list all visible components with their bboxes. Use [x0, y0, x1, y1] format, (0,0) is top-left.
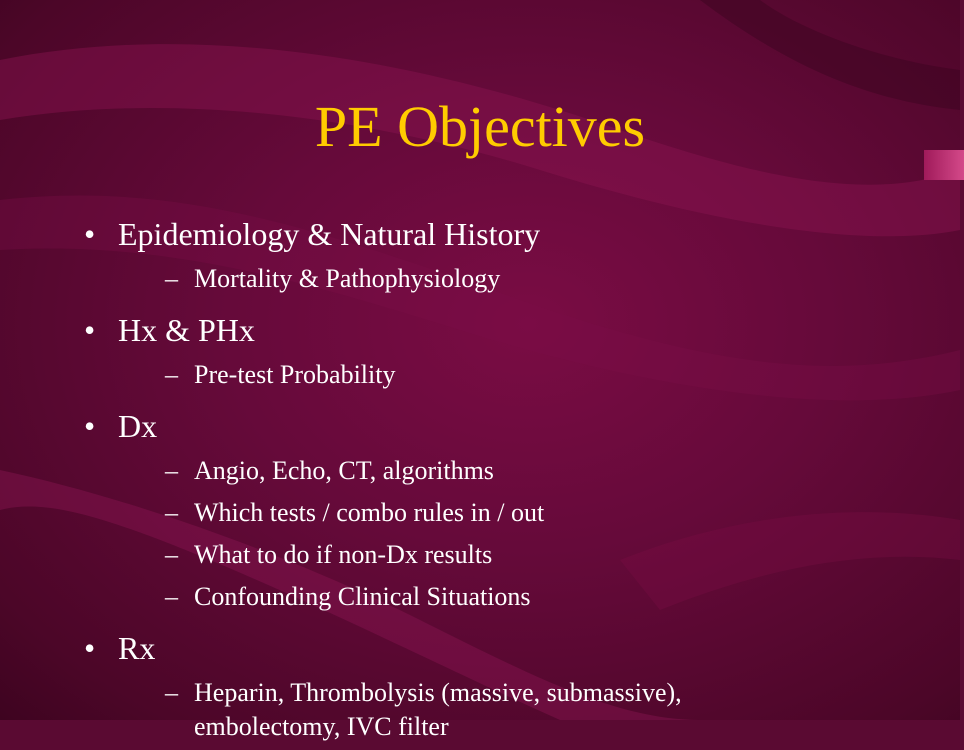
sub-text: What to do if non-Dx results — [194, 540, 493, 569]
sub-text: Heparin, Thrombolysis (massive, submassive), embolectomy, IVC filter — [194, 678, 682, 741]
bullet-text: Dx — [118, 408, 158, 444]
sub-item — [118, 450, 904, 492]
bullet-list — [84, 210, 904, 750]
sub-text: Pre-test Probability — [194, 360, 396, 389]
sub-item — [118, 258, 904, 300]
bullet-marker: • — [84, 216, 96, 252]
bullet-item — [84, 210, 904, 300]
sub-list — [118, 354, 904, 396]
sub-item — [118, 354, 904, 396]
sub-item — [118, 492, 904, 534]
sub-marker: – — [165, 498, 178, 527]
sub-text: Which tests / combo rules in / out — [194, 498, 545, 527]
sub-list — [118, 450, 904, 618]
sub-marker: – — [165, 678, 178, 707]
sub-item — [118, 672, 904, 744]
bullet-marker: • — [84, 630, 96, 666]
bullet-item — [84, 624, 904, 744]
sub-text: Mortality & Pathophysiology — [194, 264, 501, 293]
bullet-text: Rx — [118, 630, 156, 666]
sub-item — [118, 576, 904, 618]
sub-marker: – — [165, 360, 178, 389]
bullet-text: Hx & PHx — [118, 312, 255, 348]
bullet-marker: • — [84, 408, 96, 444]
sub-marker: – — [165, 264, 178, 293]
bullet-text: Epidemiology & Natural History — [118, 216, 541, 252]
sub-marker: – — [165, 540, 178, 569]
sub-list — [118, 258, 904, 300]
sub-list — [118, 672, 904, 744]
sub-marker: – — [165, 582, 178, 611]
bullet-item — [84, 306, 904, 396]
sub-text: Confounding Clinical Situations — [194, 582, 531, 611]
sub-marker: – — [165, 456, 178, 485]
sub-item — [118, 534, 904, 576]
bullet-marker: • — [84, 312, 96, 348]
sub-text: Angio, Echo, CT, algorithms — [194, 456, 494, 485]
bullet-item — [84, 402, 904, 618]
slide-title: PE Objectives — [314, 94, 646, 159]
